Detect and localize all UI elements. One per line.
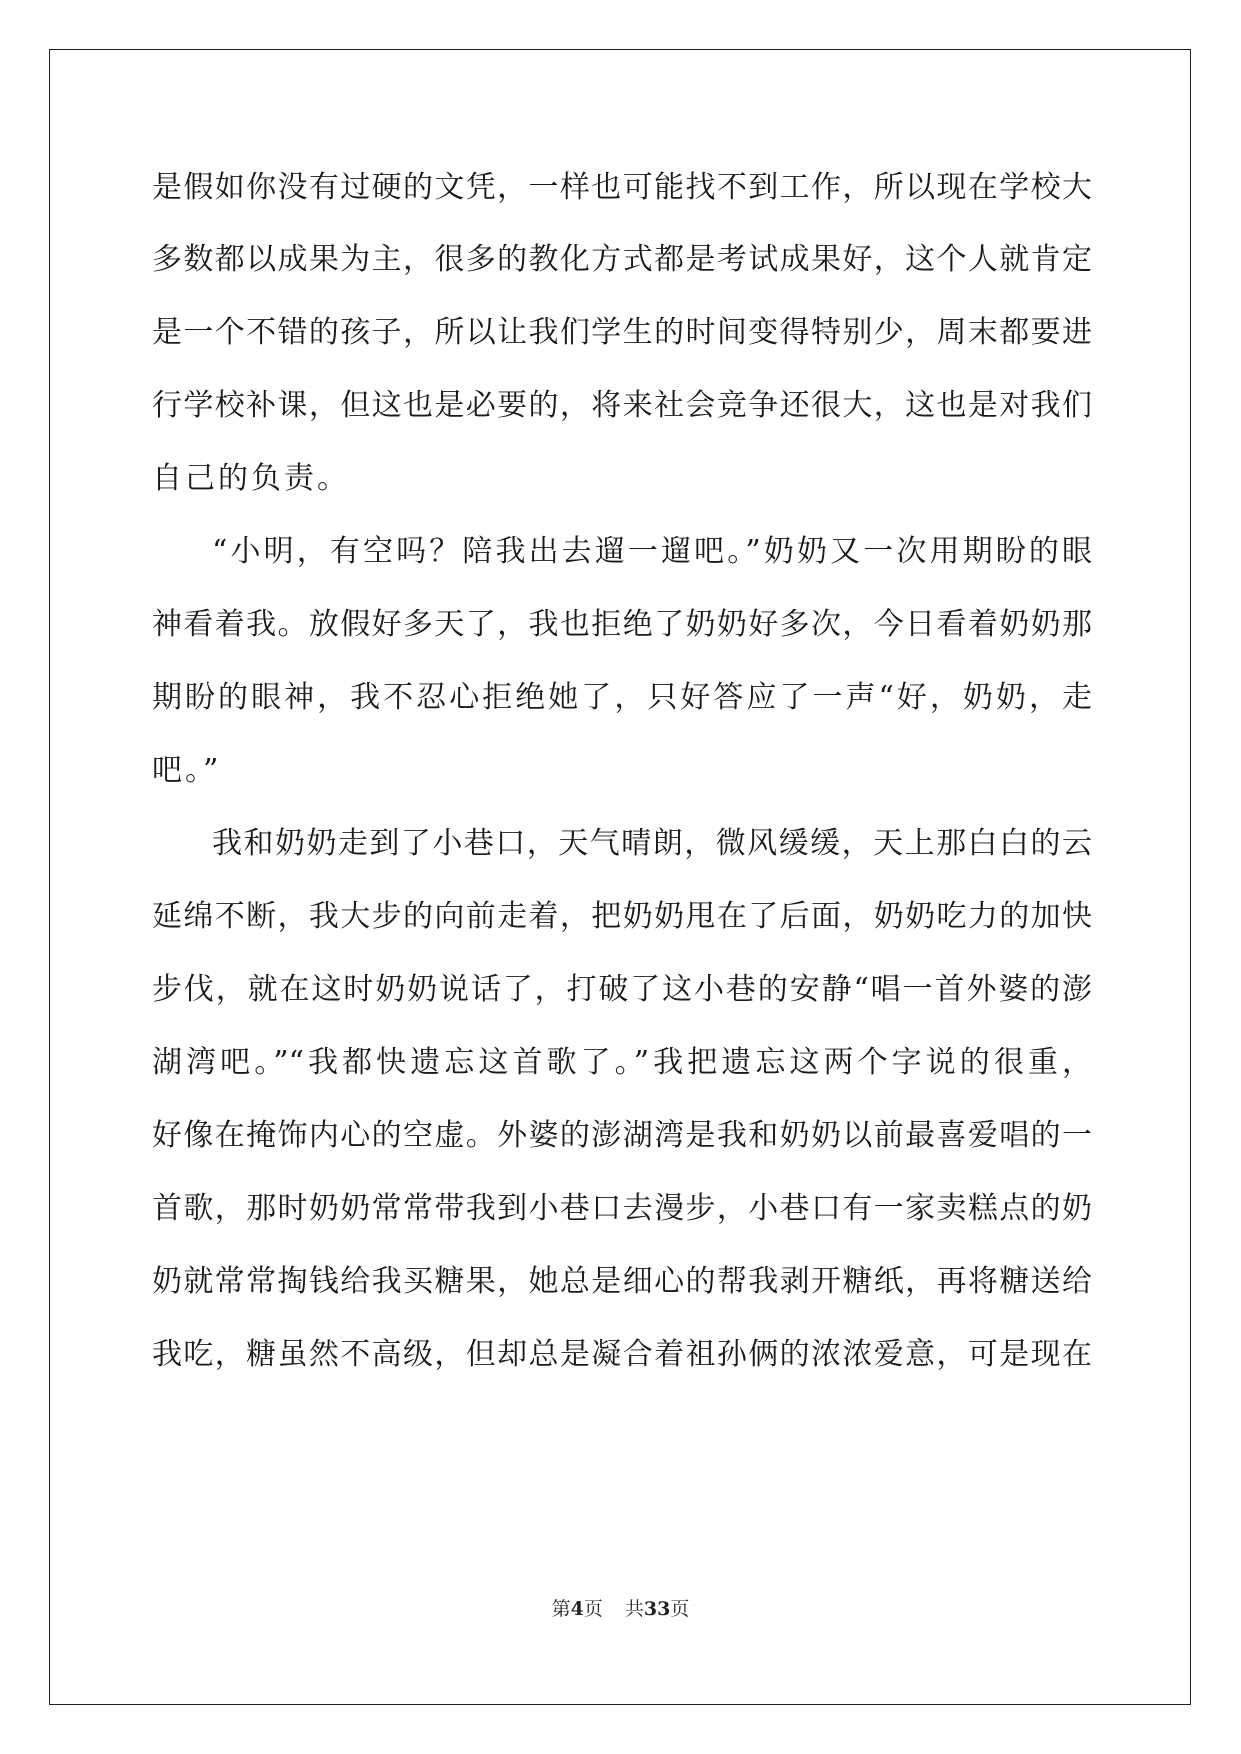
text-line: 步伐，就在这时奶奶说话了，打破了这小巷的安静“唱一首外婆的澎 bbox=[152, 972, 1092, 1007]
text-line: 神看着我。放假好多天了，我也拒绝了奶奶好多次，今日看着奶奶那 bbox=[152, 607, 1092, 642]
text-line: 自己的负责。 bbox=[152, 461, 350, 496]
text-line: 是一个不错的孩子，所以让我们学生的时间变得特别少，周末都要进 bbox=[152, 315, 1092, 350]
text-line: 是假如你没有过硬的文凭，一样也可能找不到工作，所以现在学校大 bbox=[152, 170, 1092, 205]
text-line: 我吃，糖虽然不高级，但却总是凝合着祖孙俩的浓浓爱意，可是现在 bbox=[152, 1337, 1092, 1372]
text-line: 多数都以成果为主，很多的教化方式都是考试成果好，这个人就肯定 bbox=[152, 242, 1092, 277]
page-prefix: 第 bbox=[551, 1598, 571, 1620]
paragraph-first-line: 我和奶奶走到了小巷口，天气晴朗，微风缓缓，天上那白白的云 bbox=[212, 826, 1092, 861]
text-line: 湖湾吧。”“我都快遗忘这首歌了。”我把遗忘这两个字说的很重， bbox=[152, 1045, 1092, 1080]
text-line: 奶就常常掏钱给我买糖果，她总是细心的帮我剥开糖纸，再将糖送给 bbox=[152, 1264, 1092, 1299]
text-line: 行学校补课，但这也是必要的，将来社会竞争还很大，这也是对我们 bbox=[152, 388, 1092, 423]
paragraph-first-line: “小明，有空吗？陪我出去遛一遛吧。”奶奶又一次用期盼的眼 bbox=[212, 534, 1092, 569]
total-prefix: 共 bbox=[624, 1598, 644, 1620]
text-line: 延绵不断，我大步的向前走着，把奶奶甩在了后面，奶奶吃力的加快 bbox=[152, 899, 1092, 934]
text-line: 吧。” bbox=[152, 753, 222, 788]
total-page-count: 33 bbox=[643, 1598, 671, 1620]
page-footer bbox=[0, 1596, 1241, 1622]
page-border bbox=[49, 49, 1191, 1705]
text-line: 首歌，那时奶奶常常带我到小巷口去漫步，小巷口有一家卖糕点的奶 bbox=[152, 1191, 1092, 1226]
text-line: 期盼的眼神，我不忍心拒绝她了，只好答应了一声“好，奶奶，走 bbox=[152, 680, 1092, 715]
current-page-number: 4 bbox=[570, 1598, 584, 1620]
page-suffix: 页 bbox=[583, 1598, 603, 1620]
total-suffix: 页 bbox=[670, 1598, 690, 1620]
text-line: 好像在掩饰内心的空虚。外婆的澎湖湾是我和奶奶以前最喜爱唱的一 bbox=[152, 1118, 1092, 1153]
